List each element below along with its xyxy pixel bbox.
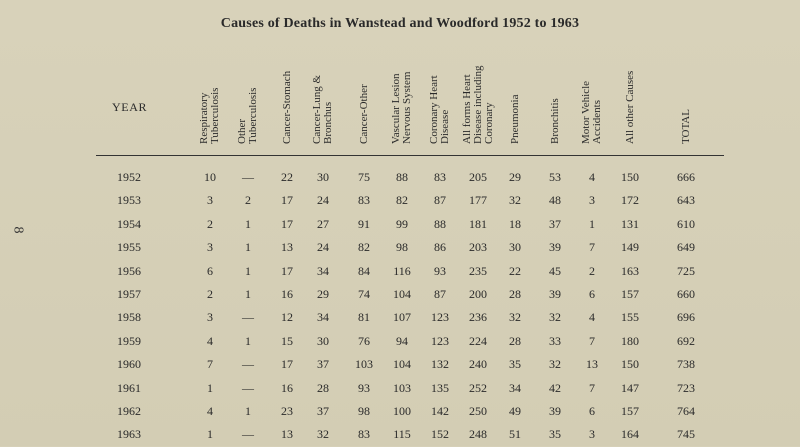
table-cell: 33 (549, 333, 561, 348)
table-cell: 6 (589, 287, 595, 301)
table-row (0, 357, 800, 377)
table-cell: 177 (469, 193, 487, 208)
column-header: Cancer-Stomach (280, 70, 293, 144)
table-cell: 155 (621, 310, 639, 325)
column-header: Other Tuberculosis (236, 87, 259, 144)
table-cell: 164 (621, 427, 639, 442)
table-cell: 28 (317, 380, 329, 395)
table-cell: 4 (589, 170, 595, 184)
table-cell: 1 (245, 240, 251, 255)
table-cell: 131 (621, 216, 639, 231)
table-cell: 203 (469, 240, 487, 255)
table-cell: 149 (621, 240, 639, 255)
table-cell: 1 (245, 216, 251, 231)
table-cell: 2 (207, 216, 213, 231)
table-cell: 15 (281, 333, 293, 348)
table-row (0, 193, 800, 213)
table-row (0, 217, 800, 237)
table-cell: 12 (281, 310, 293, 325)
year-cell: 1959 (117, 333, 141, 348)
year-cell: 1962 (117, 404, 141, 418)
table-row (0, 240, 800, 260)
table-cell: 2 (245, 193, 251, 208)
table-cell: 23 (281, 404, 293, 418)
table-cell: 34 (509, 380, 521, 395)
table-cell: 35 (509, 357, 521, 372)
table-cell: 236 (469, 310, 487, 325)
table-cell: 723 (677, 380, 695, 395)
table-cell: 32 (549, 357, 561, 372)
column-header: Motor Vehicle Accidents (580, 80, 603, 144)
table-cell: 39 (549, 240, 561, 255)
table-cell: 252 (469, 380, 487, 395)
table-cell: 53 (549, 170, 561, 184)
table-cell: 2 (207, 287, 213, 301)
table-cell: 6 (207, 263, 213, 278)
column-header: Pneumonia (508, 94, 521, 144)
table-cell: 49 (509, 404, 521, 418)
table-cell: 32 (549, 310, 561, 325)
table-cell: 39 (549, 287, 561, 301)
table-title: Causes of Deaths in Wanstead and Woodford 1952 to 1963 (220, 16, 580, 31)
table-cell: 24 (317, 240, 329, 255)
table-cell: 123 (431, 333, 449, 348)
table-cell: 34 (317, 310, 329, 325)
table-cell: 3 (207, 240, 213, 255)
table-cell: 100 (393, 404, 411, 418)
table-cell: 4 (207, 404, 213, 418)
table-cell: 150 (621, 170, 639, 184)
table-cell: 81 (358, 310, 370, 325)
table-row (0, 427, 800, 447)
table-cell: 87 (434, 287, 446, 301)
table-cell: — (242, 357, 254, 372)
table-cell: 13 (281, 427, 293, 442)
table-cell: 94 (396, 333, 408, 348)
table-cell: 13 (586, 357, 598, 372)
table-cell: 17 (281, 357, 293, 372)
table-cell: 649 (677, 240, 695, 255)
table-cell: 39 (549, 404, 561, 418)
table-cell: 643 (677, 193, 695, 208)
table-cell: 142 (431, 404, 449, 418)
table-cell: 163 (621, 263, 639, 278)
column-header: Bronchitis (548, 98, 561, 144)
table-cell: 6 (589, 404, 595, 418)
table-cell: 200 (469, 287, 487, 301)
table-cell: 116 (393, 263, 411, 278)
table-cell: 4 (589, 310, 595, 325)
table-cell: 7 (589, 333, 595, 348)
year-cell: 1953 (117, 193, 141, 208)
year-cell: 1961 (117, 380, 141, 395)
table-cell: 18 (509, 216, 521, 231)
table-cell: 37 (317, 357, 329, 372)
table-cell: 660 (677, 287, 695, 301)
table-cell: 123 (431, 310, 449, 325)
table-cell: 91 (358, 216, 370, 231)
table-cell: 98 (358, 404, 370, 418)
table-cell: 3 (589, 427, 595, 442)
table-cell: 34 (317, 263, 329, 278)
table-cell: 107 (393, 310, 411, 325)
column-header: All forms Heart Disease including Coronary (460, 65, 495, 144)
table-cell: 17 (281, 193, 293, 208)
table-cell: 235 (469, 263, 487, 278)
table-cell: 99 (396, 216, 408, 231)
column-header: Cancer-Other (357, 84, 370, 144)
table-cell: 666 (677, 170, 695, 184)
table-cell: 135 (431, 380, 449, 395)
table-cell: 250 (469, 404, 487, 418)
table-cell: — (242, 170, 254, 184)
year-cell: 1963 (117, 427, 141, 442)
table-cell: 248 (469, 427, 487, 442)
table-cell: 86 (434, 240, 446, 255)
table-cell: 27 (317, 216, 329, 231)
table-cell: 745 (677, 427, 695, 442)
table-cell: 738 (677, 357, 695, 372)
column-header: Respiratory Tuberculosis (198, 87, 221, 144)
table-cell: 88 (434, 216, 446, 231)
table-cell: 16 (281, 380, 293, 395)
table-cell: 152 (431, 427, 449, 442)
table-cell: 45 (549, 263, 561, 278)
table-cell: 35 (549, 427, 561, 442)
table-cell: 224 (469, 333, 487, 348)
page-number: 8 (10, 226, 26, 234)
table-cell: 30 (509, 240, 521, 255)
column-header: All other Causes (623, 70, 636, 144)
table-cell: 28 (509, 333, 521, 348)
header-rule (96, 155, 724, 156)
table-cell: 29 (317, 287, 329, 301)
table-cell: — (242, 310, 254, 325)
table-cell: 30 (317, 333, 329, 348)
column-header: TOTAL (679, 109, 692, 144)
column-header: Cancer-Lung & Bronchus (311, 74, 334, 144)
table-cell: 3 (207, 310, 213, 325)
table-cell: 83 (434, 170, 446, 184)
table-cell: 17 (281, 263, 293, 278)
table-cell: 1 (207, 380, 213, 395)
year-cell: 1955 (117, 240, 141, 255)
column-header: Coronary Heart Disease (428, 75, 451, 144)
table-cell: 1 (245, 333, 251, 348)
table-cell: 93 (434, 263, 446, 278)
table-cell: 93 (358, 380, 370, 395)
table-cell: 22 (281, 170, 293, 184)
table-cell: 104 (393, 287, 411, 301)
table-cell: 32 (317, 427, 329, 442)
table-cell: 103 (355, 357, 373, 372)
year-cell: 1958 (117, 310, 141, 325)
table-cell: 84 (358, 263, 370, 278)
table-cell: 98 (396, 240, 408, 255)
table-cell: 83 (358, 193, 370, 208)
table-cell: 75 (358, 170, 370, 184)
table-cell: 76 (358, 333, 370, 348)
table-cell: 32 (509, 193, 521, 208)
table-cell: 29 (509, 170, 521, 184)
table-cell: 3 (589, 193, 595, 208)
table-cell: 1 (245, 404, 251, 418)
table-cell: 1 (207, 427, 213, 442)
table-cell: 10 (204, 170, 216, 184)
table-cell: 7 (207, 357, 213, 372)
table-cell: 181 (469, 216, 487, 231)
table-cell: 172 (621, 193, 639, 208)
table-cell: 24 (317, 193, 329, 208)
table-cell: 610 (677, 216, 695, 231)
table-cell: 696 (677, 310, 695, 325)
table-cell: 28 (509, 287, 521, 301)
table-cell: 147 (621, 380, 639, 395)
table-row (0, 334, 800, 354)
year-cell: 1954 (117, 216, 141, 231)
column-header: Vascular Lesion Nervous System (390, 71, 413, 144)
table-cell: 17 (281, 216, 293, 231)
table-cell: 240 (469, 357, 487, 372)
year-cell: 1960 (117, 357, 141, 372)
table-cell: 16 (281, 287, 293, 301)
table-cell: — (242, 427, 254, 442)
table-cell: 22 (509, 263, 521, 278)
table-cell: 692 (677, 333, 695, 348)
table-row (0, 287, 800, 307)
table-cell: 7 (589, 380, 595, 395)
table-cell: 1 (245, 287, 251, 301)
table-row (0, 404, 800, 424)
table-cell: 48 (549, 193, 561, 208)
table-cell: 764 (677, 404, 695, 418)
table-cell: 37 (317, 404, 329, 418)
table-cell: 30 (317, 170, 329, 184)
year-cell: 1952 (117, 170, 141, 184)
table-row (0, 381, 800, 401)
table-cell: 74 (358, 287, 370, 301)
table-cell: 725 (677, 263, 695, 278)
table-cell: 83 (358, 427, 370, 442)
table-cell: 115 (393, 427, 411, 442)
year-cell: 1957 (117, 287, 141, 301)
table-cell: 2 (589, 263, 595, 278)
table-row (0, 310, 800, 330)
table-cell: — (242, 380, 254, 395)
table-row (0, 170, 800, 190)
table-cell: 1 (589, 216, 595, 231)
year-column-header: YEAR (112, 100, 148, 114)
table-cell: 4 (207, 333, 213, 348)
table-cell: 32 (509, 310, 521, 325)
table-cell: 82 (396, 193, 408, 208)
table-cell: 157 (621, 404, 639, 418)
table-cell: 103 (393, 380, 411, 395)
table-row (0, 264, 800, 284)
table-cell: 7 (589, 240, 595, 255)
table-cell: 87 (434, 193, 446, 208)
table-cell: 1 (245, 263, 251, 278)
table-cell: 13 (281, 240, 293, 255)
table-cell: 88 (396, 170, 408, 184)
table-cell: 42 (549, 380, 561, 395)
table-cell: 51 (509, 427, 521, 442)
table-cell: 157 (621, 287, 639, 301)
table-cell: 205 (469, 170, 487, 184)
year-cell: 1956 (117, 263, 141, 278)
table-cell: 150 (621, 357, 639, 372)
table-cell: 3 (207, 193, 213, 208)
table-cell: 132 (431, 357, 449, 372)
table-cell: 37 (549, 216, 561, 231)
table-cell: 180 (621, 333, 639, 348)
table-cell: 104 (393, 357, 411, 372)
table-cell: 82 (358, 240, 370, 255)
